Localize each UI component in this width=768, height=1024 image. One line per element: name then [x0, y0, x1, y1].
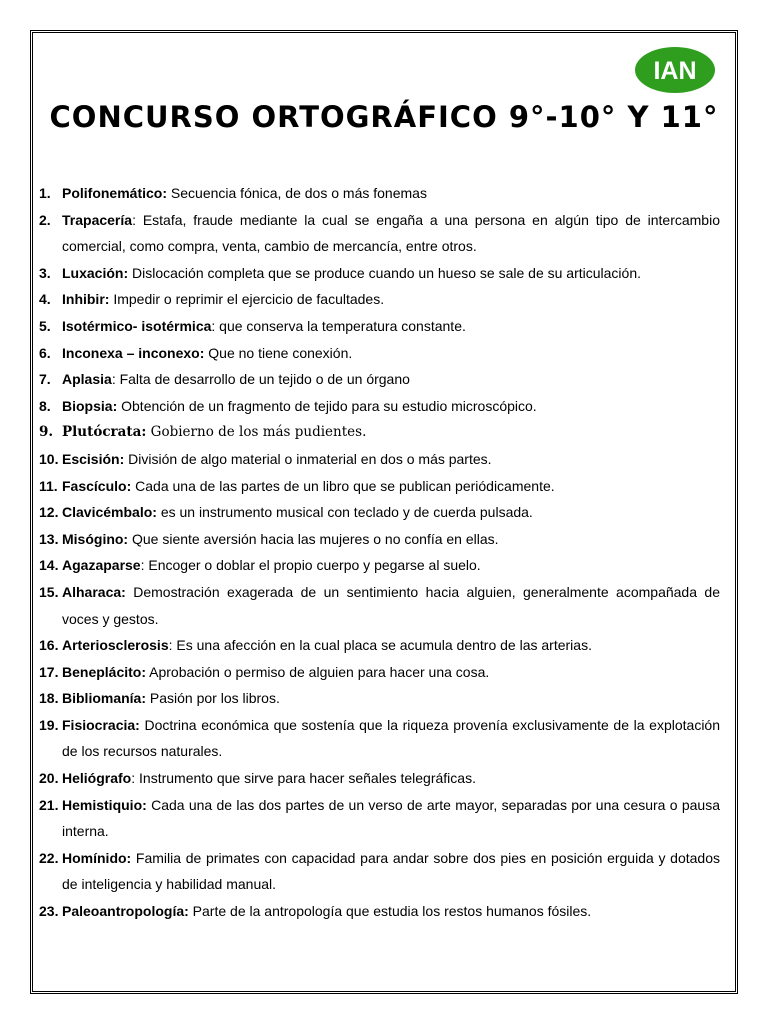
list-item — [39, 499, 720, 526]
item-term: Paleoantropología: — [62, 903, 189, 920]
item-number: 11. — [39, 477, 58, 494]
list-item — [39, 792, 720, 845]
list-item — [39, 260, 720, 287]
item-definition: Doctrina económica que sostenía que la riqueza provenía exclusivamente de la explotación de los recursos naturales. — [62, 716, 720, 760]
item-definition: : Encoger o doblar el propio cuerpo y pegarse al suelo. — [140, 557, 481, 574]
item-term: Agazaparse — [62, 557, 141, 574]
item-term: Heliógrafo — [62, 770, 132, 787]
item-term: Plutócrata: — [62, 424, 147, 441]
list-item — [39, 286, 720, 313]
item-number: 8. — [39, 397, 51, 414]
list-item — [39, 579, 720, 632]
item-term: Homínido: — [62, 849, 132, 866]
list-item — [39, 659, 720, 686]
item-term: Polifonemático: — [62, 185, 168, 201]
item-term: Aplasia — [62, 371, 112, 388]
item-number: 17. — [39, 663, 59, 680]
item-definition: División de algo material o inmaterial en dos o más partes. — [124, 450, 492, 467]
item-term: Escisión: — [62, 450, 125, 467]
item-definition: Obtención de un fragmento de tejido para su estudio microscópico. — [117, 397, 537, 414]
item-definition: Pasión por los libros. — [146, 690, 280, 707]
list-item — [39, 446, 720, 473]
item-definition: Aprobación o permiso de alguien para hacer una cosa. — [146, 663, 490, 680]
item-number: 15. — [39, 583, 59, 600]
item-number: 5. — [39, 317, 51, 334]
item-number: 4. — [39, 291, 51, 308]
item-definition: Parte de la antropología que estudia los restos humanos fósiles. — [188, 903, 592, 920]
word-list — [39, 180, 720, 925]
item-term: Hemistiquio: — [62, 796, 147, 813]
item-number: 3. — [39, 264, 51, 281]
item-term: Bibliomanía: — [62, 690, 147, 707]
item-term: Isotérmico- isotérmica — [62, 317, 212, 334]
item-definition: Familia de primates con capacidad para andar sobre dos pies en posición erguida y dotados de inteligencia y habilidad manual. — [62, 849, 720, 893]
item-number: 21. — [39, 796, 59, 813]
list-item — [39, 207, 720, 260]
item-number: 12. — [39, 504, 59, 521]
item-term: Fascículo: — [62, 477, 132, 494]
item-definition: Demostración exagerada de un sentimiento hacia alguien, generalmente acompañada de voces y gestos. — [62, 583, 720, 627]
item-term: Biopsia: — [62, 397, 118, 414]
item-number: 23. — [39, 903, 59, 920]
item-term: Clavicémbalo: — [62, 504, 157, 521]
item-number: 1. — [39, 185, 51, 201]
item-definition: : que conserva la temperatura constante. — [211, 317, 466, 334]
item-number: 10. — [39, 450, 59, 467]
item-number: 16. — [39, 637, 59, 654]
list-item — [39, 526, 720, 553]
list-item — [39, 845, 720, 898]
item-definition: : Instrumento que sirve para hacer señales telegráficas. — [131, 770, 476, 787]
item-number: 20. — [39, 770, 59, 787]
item-term: Inhibir: — [62, 291, 110, 308]
logo-text: IAN — [653, 57, 697, 85]
list-item — [39, 898, 720, 925]
item-term: Beneplácito: — [62, 663, 147, 680]
item-definition: : Falta de desarrollo de un tejido o de un órgano — [111, 371, 410, 388]
item-definition: es un instrumento musical con teclado y de cuerda pulsada. — [156, 504, 533, 521]
list-item — [39, 765, 720, 792]
list-item — [39, 180, 720, 207]
item-term: Trapacería — [62, 211, 133, 228]
list-item — [39, 552, 720, 579]
list-item — [39, 393, 720, 420]
list-item — [39, 313, 720, 340]
item-number: 6. — [39, 344, 51, 361]
item-term: Arteriosclerosis — [62, 637, 169, 654]
item-definition: Gobierno de los más pudientes. — [146, 424, 367, 441]
page-title: CONCURSO ORTOGRÁFICO 9°-10° Y 11° — [49, 100, 719, 134]
item-term: Luxación: — [62, 264, 129, 281]
item-number: 7. — [39, 371, 51, 388]
item-number: 22. — [39, 849, 59, 866]
item-term: Fisiocracia: — [62, 716, 140, 733]
item-number: 9. — [39, 424, 54, 441]
list-item — [39, 419, 720, 446]
item-number: 18. — [39, 690, 59, 707]
list-item — [39, 685, 720, 712]
list-item — [39, 632, 720, 659]
item-definition: Dislocación completa que se produce cuando un hueso se sale de su articulación. — [128, 264, 641, 281]
list-item — [39, 340, 720, 367]
item-number: 14. — [39, 557, 59, 574]
item-definition: : Estafa, fraude mediante la cual se engaña a una persona en algún tipo de intercambio comercial, como compra, venta, cambio de mercancía, entre otros. — [62, 211, 720, 255]
ian-logo — [632, 45, 718, 95]
list-item — [39, 366, 720, 393]
item-definition: : Es una afección en la cual placa se acumula dentro de las arterias. — [168, 637, 592, 654]
list-item — [39, 712, 720, 765]
item-term: Misógino: — [62, 530, 129, 547]
item-definition: Que siente aversión hacia las mujeres o no confía en ellas. — [128, 530, 499, 547]
item-definition: Impedir o reprimir el ejercicio de facultades. — [109, 291, 385, 308]
item-number: 19. — [39, 716, 59, 733]
list-item — [39, 473, 720, 500]
item-number: 2. — [39, 211, 51, 228]
item-term: Alharaca: — [62, 583, 126, 600]
item-definition: Secuencia fónica, de dos o más fonemas — [167, 185, 427, 201]
item-number: 13. — [39, 530, 59, 547]
item-definition: Cada una de las dos partes de un verso de arte mayor, separadas por una cesura o pausa interna. — [62, 796, 720, 840]
item-definition: Que no tiene conexión. — [204, 344, 353, 361]
item-term: Inconexa – inconexo: — [62, 344, 205, 361]
item-definition: Cada una de las partes de un libro que se publican periódicamente. — [131, 477, 555, 494]
